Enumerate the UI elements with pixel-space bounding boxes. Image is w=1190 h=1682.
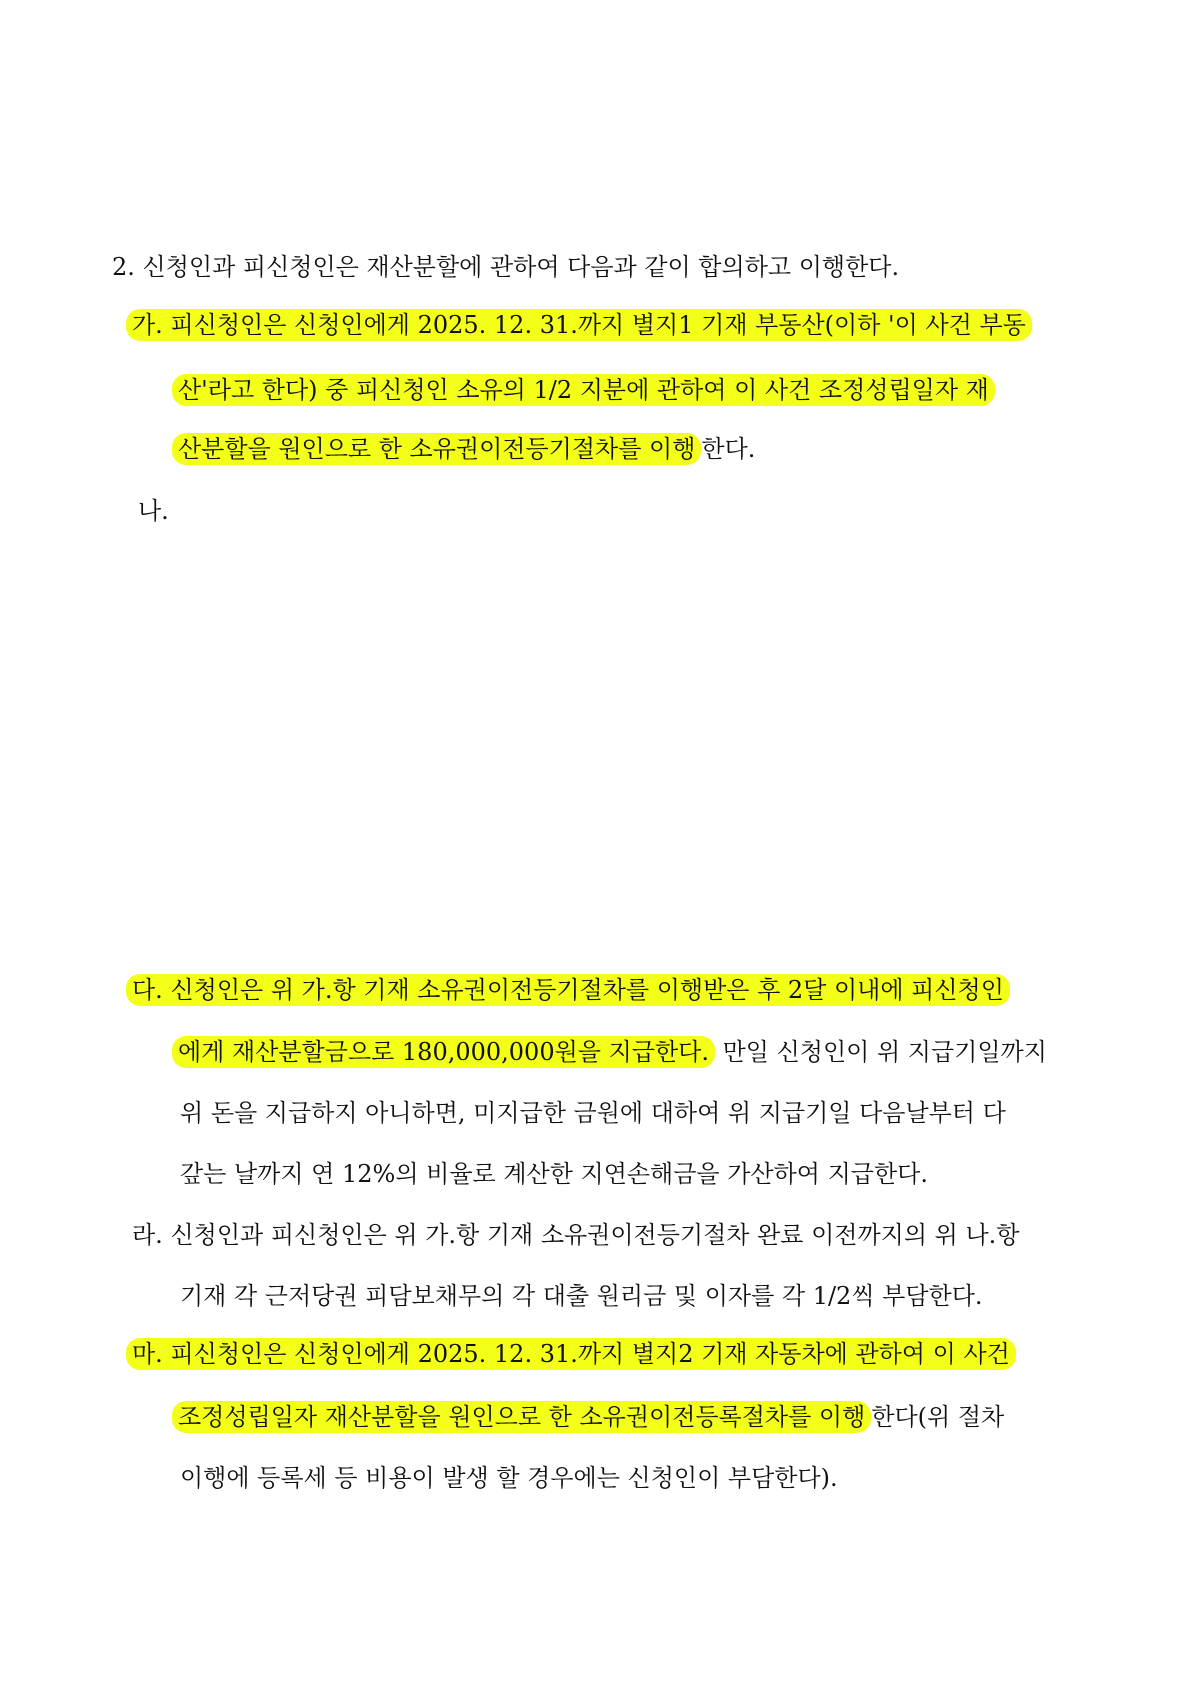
item-da-text-2-rest: 만일 신청인이 위 지급기일까지 <box>722 1038 1047 1066</box>
highlighted-text: 산'라고 한다) 중 피신청인 소유의 1/2 지분에 관하여 이 사건 조정성립일자 재 <box>172 374 995 406</box>
highlighted-text: 조정성립일자 재산분할을 원인으로 한 소유권이전등록절차를 이행 <box>172 1401 871 1433</box>
item-ga-line-1 <box>132 308 1082 342</box>
item-da-line-3: 위 돈을 지급하지 아니하면, 미지급한 금원에 대하여 위 지급기일 다음날부터 다 <box>180 1099 1006 1127</box>
highlighted-text: 에게 재산분할금으로 180,000,000원을 지급한다. <box>172 1036 715 1068</box>
item-da-line-4: 갚는 날까지 연 12%의 비율로 계산한 지연손해금을 가산하여 지급한다. <box>180 1160 928 1188</box>
item-ma-text-1: 피신청인은 신청인에게 2025. 12. 31.까지 별지2 기재 자동차에 관하여 이 사건 <box>170 1340 1010 1368</box>
section-heading: 2. 신청인과 피신청인은 재산분할에 관하여 다음과 같이 합의하고 이행한다. <box>112 253 900 281</box>
highlighted-text <box>126 309 1032 341</box>
item-da-text-1: 신청인은 위 가.항 기재 소유권이전등기절차를 이행받은 후 2달 이내에 피신청인 <box>170 976 1004 1004</box>
item-da-line-1 <box>132 973 1010 1007</box>
item-ma-line-1 <box>132 1337 1016 1371</box>
item-da-label: 다. <box>132 976 163 1004</box>
item-ga-line-3 <box>178 432 755 466</box>
item-ga-text-1: 피신청인은 신청인에게 2025. 12. 31.까지 별지1 기재 부동산(이하 '이 사건 부동 <box>170 311 1026 339</box>
item-ra-line-1 <box>132 1218 1019 1252</box>
item-ra-label: 라. <box>132 1221 163 1249</box>
item-da-line-2 <box>178 1035 1047 1069</box>
highlighted-text <box>126 1338 1016 1370</box>
item-ra-text-1: 신청인과 피신청인은 위 가.항 기재 소유권이전등기절차 완료 이전까지의 위 나.항 <box>170 1221 1020 1249</box>
item-ra-line-2: 기재 각 근저당권 피담보채무의 각 대출 원리금 및 이자를 각 1/2씩 부담한다. <box>180 1282 983 1310</box>
item-ga-text-3-rest: 한다. <box>701 435 756 463</box>
item-ma-line-2 <box>178 1400 1004 1434</box>
item-ga-label: 가. <box>132 311 163 339</box>
item-ma-label: 마. <box>132 1340 163 1368</box>
item-ga-line-2 <box>178 373 1082 407</box>
item-na-label: 나. <box>138 497 169 525</box>
item-ma-line-3: 이행에 등록세 등 비용이 발생 할 경우에는 신청인이 부담한다). <box>180 1464 838 1492</box>
highlighted-text: 산분할을 원인으로 한 소유권이전등기절차를 이행 <box>172 433 701 465</box>
highlighted-text <box>126 974 1010 1006</box>
item-ma-text-2-rest: 한다(위 절차 <box>871 1403 1005 1431</box>
